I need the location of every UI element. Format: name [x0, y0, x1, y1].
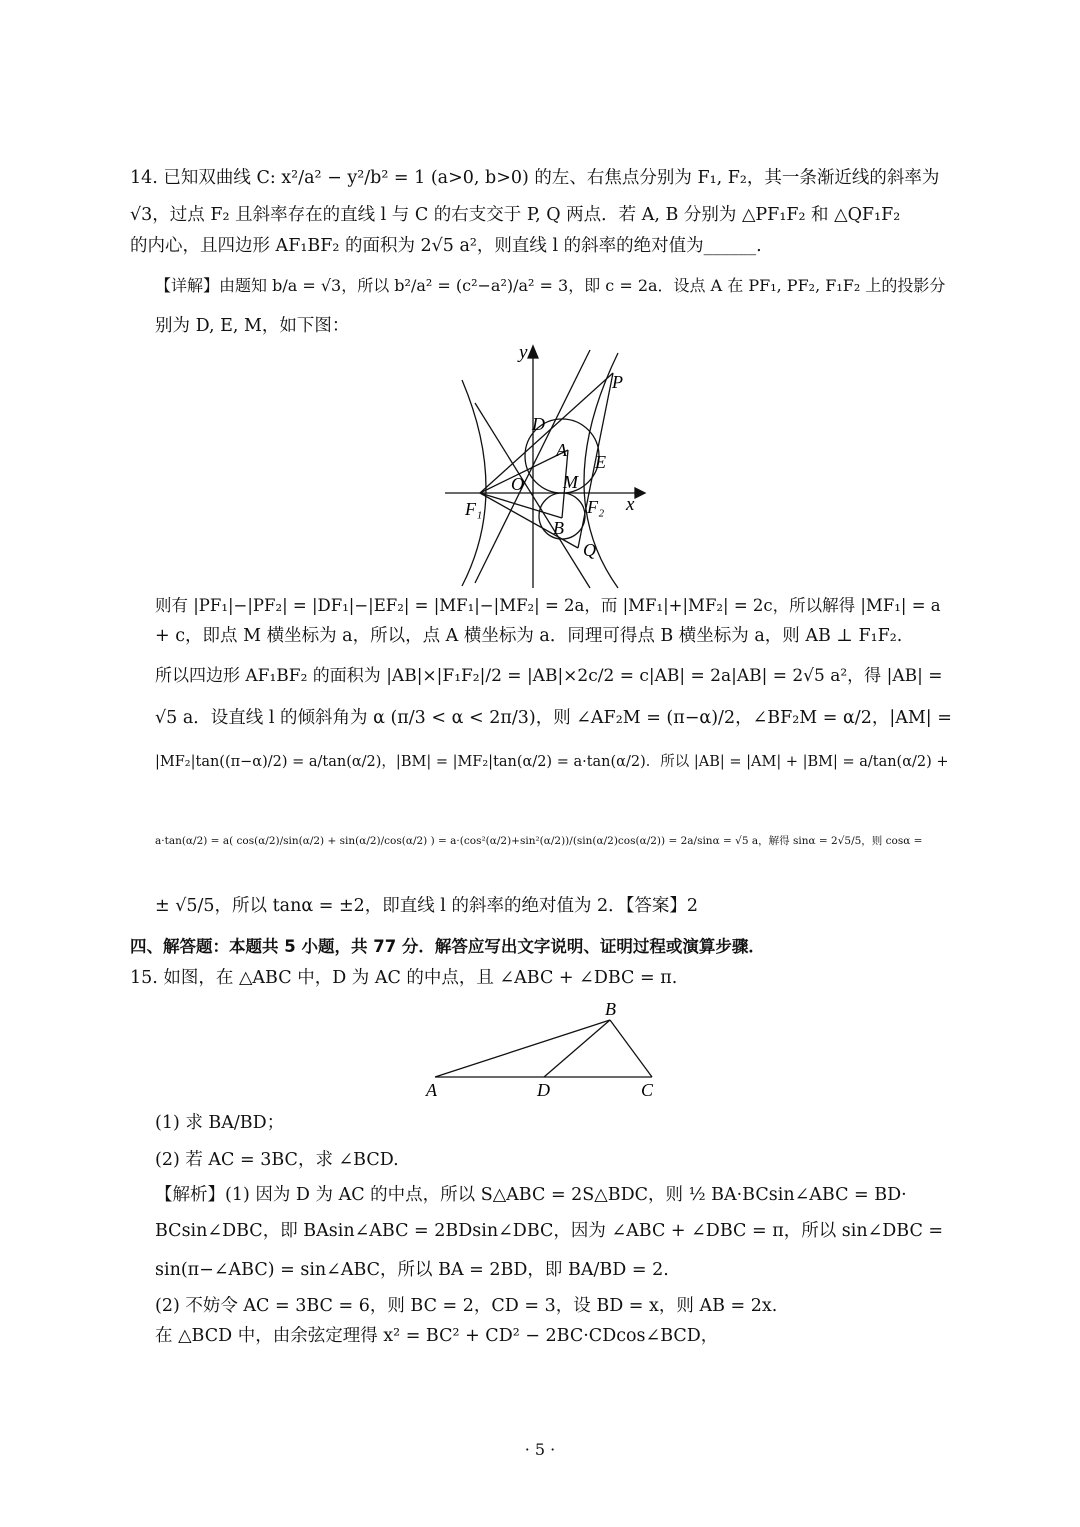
label-F1: F₁: [465, 499, 483, 519]
problem15-stem: 15. 如图，在 △ABC 中，D 为 AC 的中点，且 ∠ABC + ∠DBC = π.: [130, 968, 678, 988]
problem14-line-2: √3，过点 F₂ 且斜率存在的直线 l 与 C 的右支交于 P, Q 两点．若 A, B 分别为 △PF₁F₂ 和 △QF₁F₂: [130, 205, 901, 225]
y-axis-arrow: [528, 346, 538, 358]
solution14-line-2: 别为 D, E, M，如下图：: [155, 316, 350, 336]
label-F2: F₂: [587, 497, 605, 517]
solution14-line-3: 则有 |PF₁|−|PF₂| = |DF₁|−|EF₂| = |MF₁|−|MF₂| = 2a，而 |MF₁|+|MF₂| = 2c，所以解得 |MF₁| = a: [155, 596, 941, 615]
problem15-q2: (2) 若 AC = 3BC，求 ∠BCD.: [155, 1150, 399, 1170]
label-M: M: [563, 472, 578, 492]
problem15-q1: (1) 求 BA/BD；: [155, 1113, 285, 1133]
label-B: B: [553, 518, 564, 538]
segment-BD: [544, 1020, 610, 1077]
segment-BC: [610, 1020, 652, 1077]
label-B-tri: B: [605, 999, 616, 1019]
solution14-line-6: √5 a．设直线 l 的倾斜角为 α (π/3 < α < 2π/3)，则 ∠AF₂M = (π−α)/2，∠BF₂M = α/2，|AM| =: [155, 708, 952, 728]
x-axis-arrow: [635, 488, 645, 498]
label-E: E: [595, 452, 606, 472]
solution14-line-7: |MF₂|tan((π−α)/2) = a/tan(α/2)，|BM| = |MF₂|tan(α/2) = a·tan(α/2)．所以 |AB| = |AM| + |BM| = a/tan(α/2) +: [155, 754, 949, 770]
label-A-tri: A: [426, 1080, 437, 1100]
solution15-line-4: (2) 不妨令 AC = 3BC = 6，则 BC = 2，CD = 3，设 BD = x，则 AB = 2x.: [155, 1296, 778, 1316]
hyperbola-left-branch: [462, 380, 486, 586]
label-P: P: [612, 372, 623, 392]
solution14-line-9: ± √5/5，所以 tanα = ±2，即直线 l 的斜率的绝对值为 2．【答案】2: [155, 896, 699, 916]
solution14-line-8: a·tan(α/2) = a( cos(α/2)/sin(α/2) + sin(α/2)/cos(α/2) ) = a·(cos²(α/2)+sin²(α/2))/(sin(α/2)cos(α/2)) = 2a/sinα = √5 a，解得 sinα = 2√5/5，则 cosα =: [155, 835, 923, 847]
label-x: x: [626, 494, 635, 515]
solution15-line-1: 【解析】(1) 因为 D 为 AC 的中点，所以 S△ABC = 2S△BDC，则 ½ BA·BCsin∠ABC = BD·: [155, 1185, 907, 1205]
label-A: A: [556, 440, 567, 460]
label-C-tri: C: [641, 1080, 654, 1100]
solution15-line-3: sin(π−∠ABC) = sin∠ABC，所以 BA = 2BD，即 BA/BD = 2.: [155, 1260, 669, 1280]
problem14-line-1: 14. 已知双曲线 C: x²/a² − y²/b² = 1 (a>0, b>0) 的左、右焦点分别为 F₁, F₂，其一条渐近线的斜率为: [130, 168, 940, 188]
segment-AB: [435, 1020, 610, 1077]
section4-heading: 四、解答题：本题共 5 小题，共 77 分．解答应写出文字说明、证明过程或演算步骤．: [130, 937, 765, 956]
triangle-figure: [420, 995, 670, 1100]
label-y: y: [519, 342, 528, 363]
solution14-line-1: 【详解】由题知 b/a = √3，所以 b²/a² = (c²−a²)/a² = 3，即 c = 2a．设点 A 在 PF₁, PF₂, F₁F₂ 上的投影分: [155, 276, 946, 295]
solution14-line-5: 所以四边形 AF₁BF₂ 的面积为 |AB|×|F₁F₂|/2 = |AB|×2c/2 = c|AB| = 2a|AB| = 2√5 a²，得 |AB| =: [155, 666, 943, 686]
label-Q: Q: [583, 540, 596, 560]
line-F1-A: [480, 450, 568, 493]
page-number: · 5 ·: [524, 1440, 556, 1459]
solution14-line-4: + c，即点 M 横坐标为 a，所以，点 A 横坐标为 a．同理可得点 B 横坐标为 a，则 AB ⊥ F₁F₂.: [155, 626, 903, 646]
solution15-line-5: 在 △BCD 中，由余弦定理得 x² = BC² + CD² − 2BC·CDcos∠BCD，: [155, 1326, 719, 1346]
problem14-line-3: 的内心，且四边形 AF₁BF₂ 的面积为 2√5 a²，则直线 l 的斜率的绝对值为______.: [130, 236, 762, 256]
solution15-line-2: BCsin∠DBC，即 BAsin∠ABC = 2BDsin∠DBC，因为 ∠ABC + ∠DBC = π，所以 sin∠DBC =: [155, 1221, 944, 1241]
label-D-tri: D: [537, 1080, 550, 1100]
label-O: O: [511, 474, 524, 494]
hyperbola-figure: [440, 338, 655, 593]
label-D: D: [532, 414, 545, 434]
